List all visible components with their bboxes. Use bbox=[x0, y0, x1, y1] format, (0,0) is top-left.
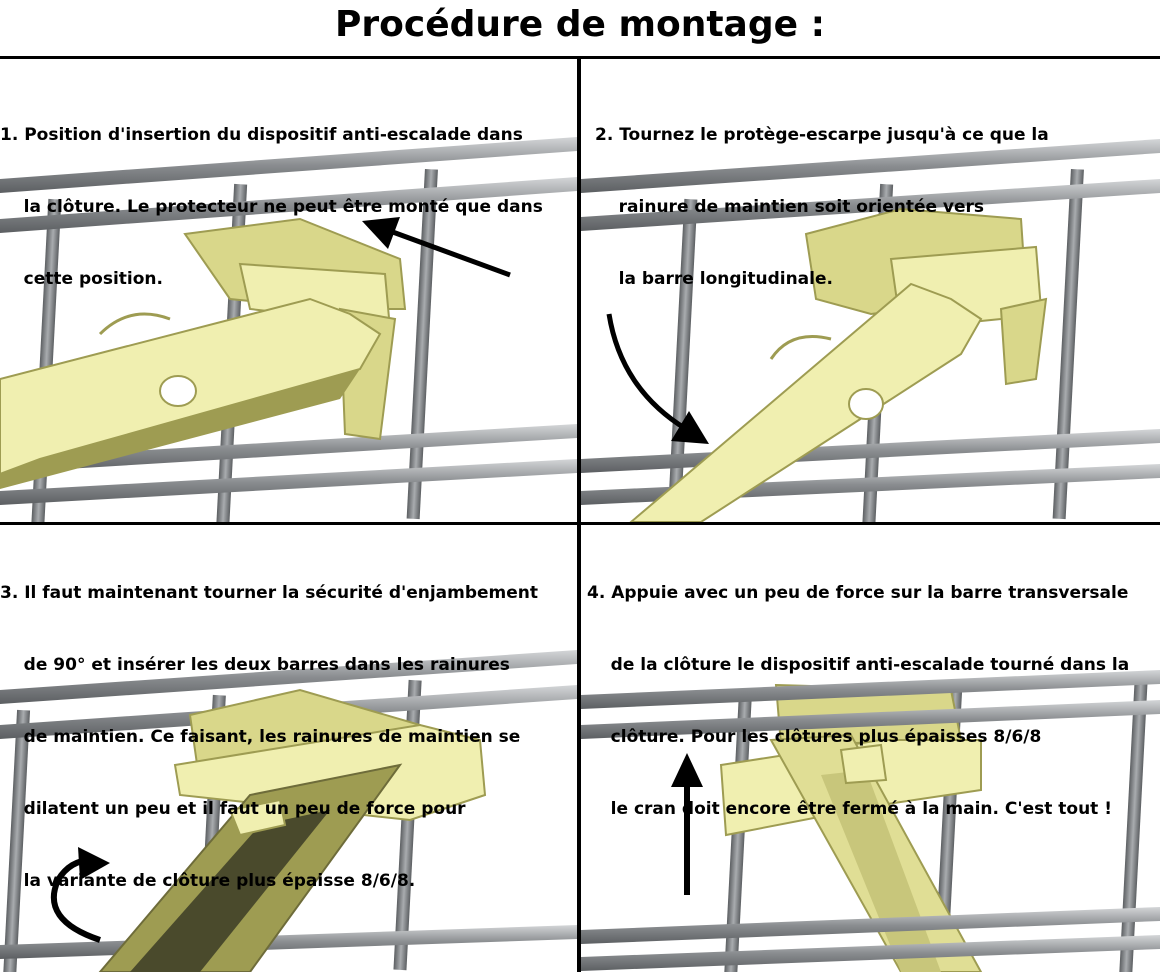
caption-line: 4. Appuie avec un peu de force sur la barre transversale bbox=[587, 583, 1129, 603]
caption-line: 1. Position d'insertion du dispositif anti-escalade dans bbox=[0, 125, 523, 145]
step-3-caption bbox=[0, 533, 538, 941]
caption-line: le cran doit encore être fermé à la main. C'est tout ! bbox=[587, 799, 1112, 819]
caption-line: de la clôture le dispositif anti-escalade tourné dans la bbox=[587, 655, 1130, 675]
step-1-caption bbox=[0, 75, 543, 339]
caption-line: 3. Il faut maintenant tourner la sécurité d'enjambement bbox=[0, 583, 539, 603]
step-4-panel bbox=[581, 525, 1160, 972]
caption-line: rainure de maintien soit orientée vers bbox=[595, 197, 985, 217]
caption-line: la barre longitudinale. bbox=[595, 269, 833, 289]
page-title: Procédure de montage : bbox=[335, 4, 825, 45]
caption-line: cette position. bbox=[0, 269, 163, 289]
caption-line: clôture. Pour les clôtures plus épaisses 8/6/8 bbox=[587, 727, 1042, 747]
caption-line: la variante de clôture plus épaisse 8/6/8. bbox=[0, 871, 416, 891]
step-1-panel bbox=[0, 59, 577, 522]
caption-line: 2. Tournez le protège-escarpe jusqu'à ce que la bbox=[595, 125, 1049, 145]
caption-line: dilatent un peu et il faut un peu de force pour bbox=[0, 799, 466, 819]
step-2-caption bbox=[595, 75, 1049, 339]
step-4-caption bbox=[587, 533, 1129, 869]
step-3-panel bbox=[0, 525, 577, 972]
caption-line: la clôture. Le protecteur ne peut être monté que dans bbox=[0, 197, 543, 217]
step-2-panel bbox=[581, 59, 1160, 522]
caption-line: de 90° et insérer les deux barres dans les rainures bbox=[0, 655, 510, 675]
caption-line: de maintien. Ce faisant, les rainures de maintien se bbox=[0, 727, 521, 747]
